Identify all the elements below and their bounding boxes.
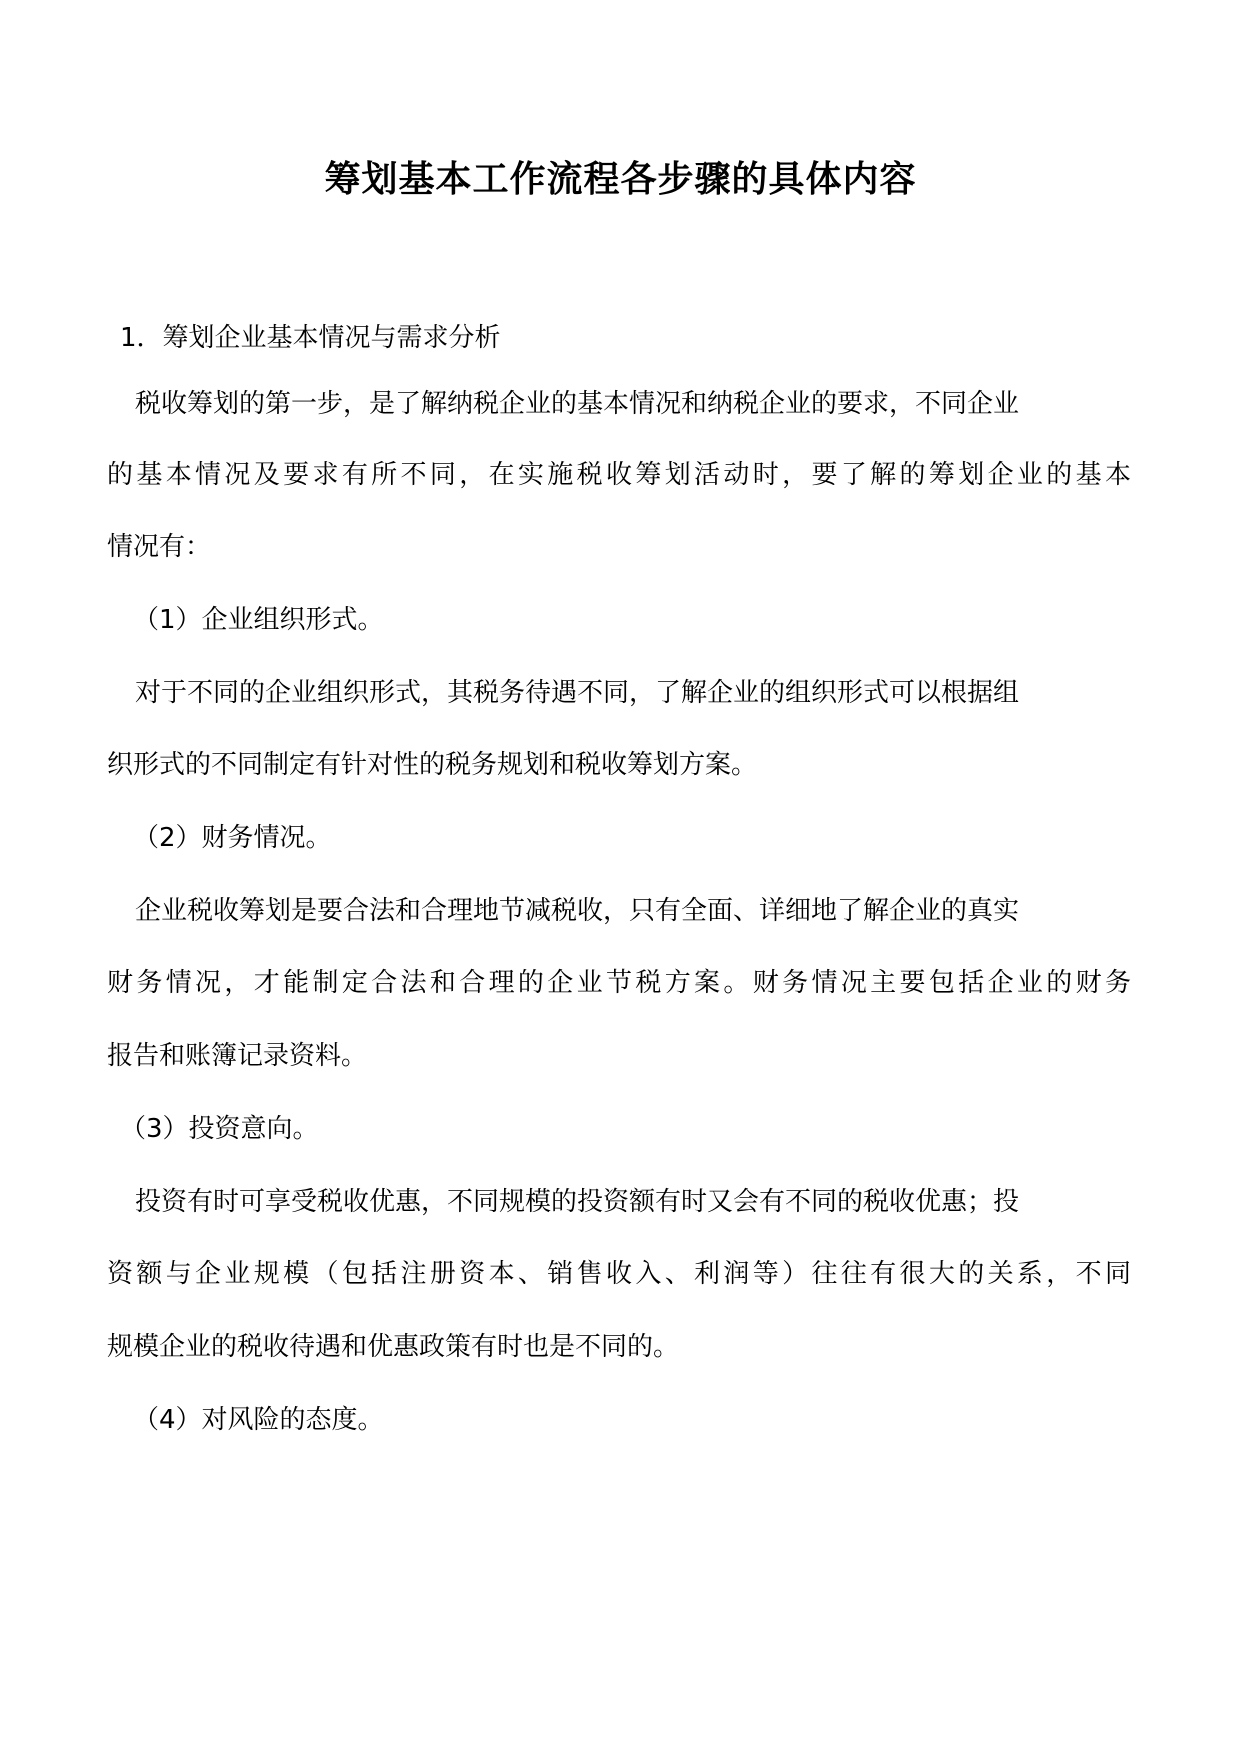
item-heading: （4）对风险的态度。 <box>133 1405 384 1435</box>
paragraph-line: 对于不同的企业组织形式，其税务待遇不同，了解企业的组织形式可以根据组 <box>135 678 1020 708</box>
paragraph-line: 规模企业的税收待遇和优惠政策有时也是不同的。 <box>107 1332 680 1362</box>
item-heading: （1）企业组织形式。 <box>133 605 384 635</box>
item-heading: （3）投资意向。 <box>120 1114 319 1144</box>
paragraph-line: 企业税收筹划是要合法和合理地节减税收，只有全面、详细地了解企业的真实 <box>135 896 1020 926</box>
paragraph-line: 报告和账簿记录资料。 <box>107 1041 368 1071</box>
paragraph-line: 情况有： <box>107 532 212 562</box>
paragraph-line: 的基本情况及要求有所不同，在实施税收筹划活动时，要了解的筹划企业的基本 <box>107 460 1131 490</box>
paragraph-line: 税收筹划的第一步，是了解纳税企业的基本情况和纳税企业的要求，不同企业 <box>135 389 1020 419</box>
paragraph-line: 织形式的不同制定有针对性的税务规划和税收筹划方案。 <box>107 750 758 780</box>
paragraph-line: 投资有时可享受税收优惠，不同规模的投资额有时又会有不同的税收优惠；投 <box>135 1187 1020 1217</box>
document-title: 筹划基本工作流程各步骤的具体内容 <box>324 159 917 200</box>
item-heading: （2）财务情况。 <box>133 823 332 853</box>
section-heading: 1．筹划企业基本情况与需求分析 <box>120 323 501 353</box>
paragraph-line: 财务情况，才能制定合法和合理的企业节税方案。财务情况主要包括企业的财务 <box>107 968 1131 998</box>
paragraph-line: 资额与企业规模（包括注册资本、销售收入、利润等）往往有很大的关系，不同 <box>107 1259 1131 1289</box>
